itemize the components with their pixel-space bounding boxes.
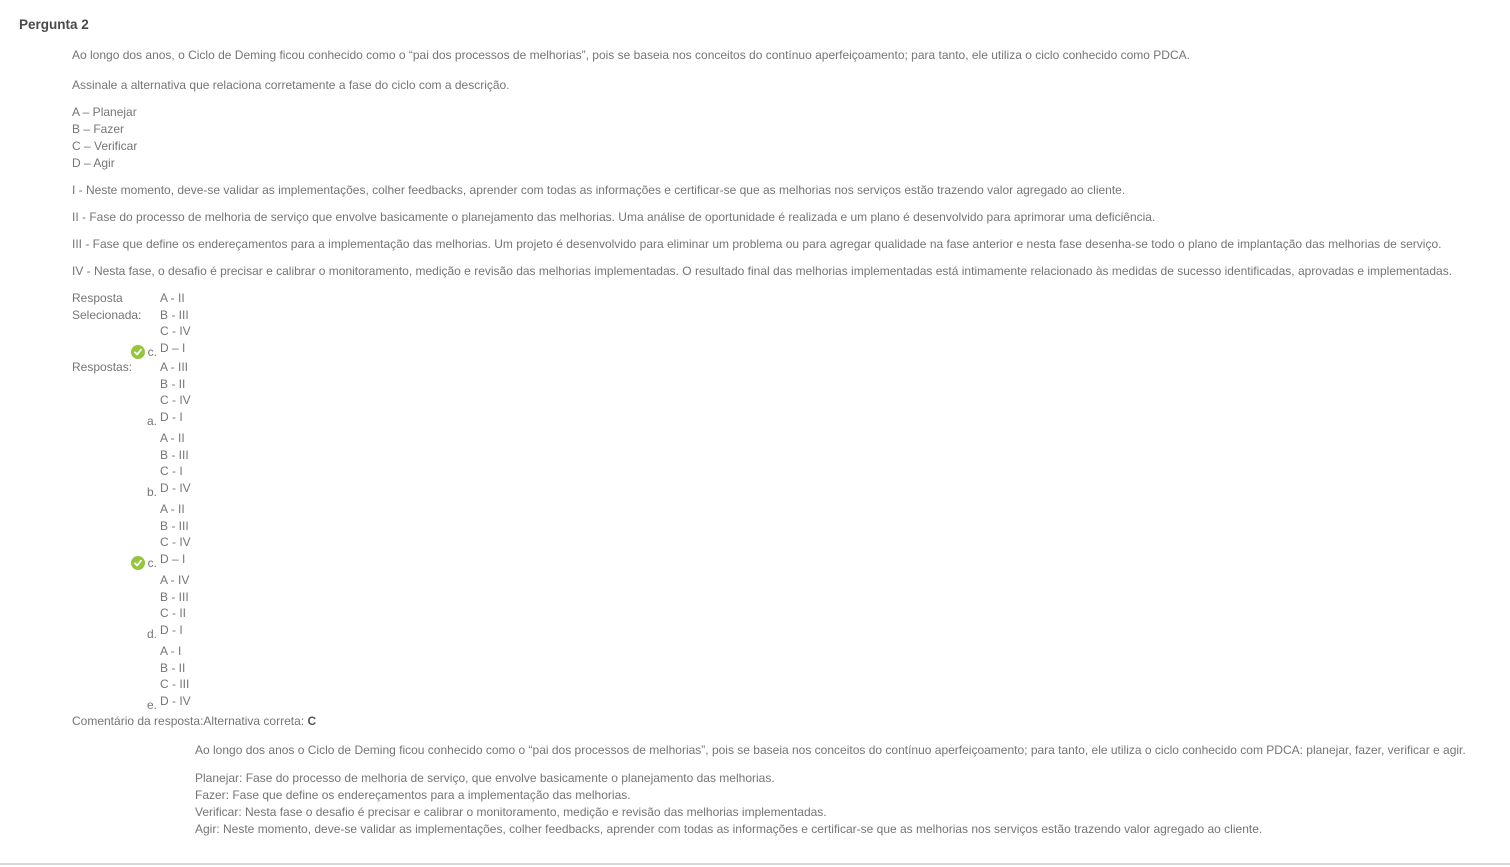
feedback-lines: [195, 770, 1480, 838]
option-lines: [160, 572, 1480, 638]
option-line: A - II: [160, 291, 185, 305]
option-line: C - IV: [160, 535, 191, 549]
check-circle-icon: [131, 345, 145, 359]
option-letter: d.: [146, 627, 157, 641]
option-lines: [160, 359, 1480, 425]
feedback-line: [72, 713, 1480, 729]
feedback-line-item: Planejar: Fase do processo de melhoria de serviço, que envolve basicamente o planejamento das melhorias.: [195, 771, 775, 785]
phase-item: B – Fazer: [72, 122, 125, 136]
phase-list: [72, 104, 1480, 172]
option-line: C - IV: [160, 393, 191, 407]
option-line: D - IV: [160, 693, 191, 708]
feedback-line-item: Fazer: Fase que define os endereçamentos para a implementação das melhorias.: [195, 788, 631, 802]
question-paragraph: Ao longo dos anos, o Ciclo de Deming ficou conhecido como o “pai dos processos de melhorias”, pois se baseia nos conceitos do contínuo aperfeiçoamento; para tanto, ele utiliza o ciclo conhecido como PDCA.: [72, 48, 1190, 62]
description-item: IV - Nesta fase, o desafio é precisar e calibrar o monitoramento, medição e revisão das melhorias implementadas. O resultado final das melhorias implementadas está intimamente relacionado às medidas de sucesso identificadas, aprovadas e implementadas.: [72, 264, 1453, 278]
option-letter-cell: [147, 414, 157, 428]
option-letter: c.: [147, 345, 157, 359]
description-item: III - Fase que define os endereçamentos para a implementação das melhorias. Um projeto é desenvolvido para eliminar um problema ou para agregar qualidade na fase anterior e nesta fase desenha-se todo o plano de implantação das melhorias de serviço.: [72, 237, 1442, 251]
option-letter: c.: [147, 556, 157, 570]
selected-answer-label: Resposta Selecionada:: [72, 291, 142, 322]
option-lines: [160, 501, 1480, 567]
answer-option: [146, 572, 1480, 641]
option-letter: b.: [146, 485, 157, 499]
option-letter-cell: [147, 485, 157, 499]
option-lines: [160, 290, 1480, 356]
selected-answer-value: [147, 290, 1480, 359]
description-item: II - Fase do processo de melhoria de serviço que envolve basicamente o planejamento das melhorias. Uma análise de oportunidade é realizada e um plano é desenvolvido para aprimorar uma deficiência.: [72, 210, 1156, 224]
answers-label: Respostas:: [72, 360, 133, 374]
answer-option: [146, 430, 1480, 499]
option-letter: a.: [146, 414, 157, 428]
option-line: C - IV: [160, 324, 191, 338]
option-lines: [160, 643, 1480, 709]
option-line: B - III: [160, 518, 189, 533]
answer-option: [147, 501, 1480, 570]
phase-item: A – Planejar: [72, 105, 137, 119]
option-line: A - II: [160, 431, 185, 445]
answers-row: [72, 359, 1480, 712]
option-line: C - III: [160, 677, 190, 691]
answer-option: [147, 290, 1480, 359]
phase-item: D – Agir: [72, 156, 115, 170]
option-letter-cell: [131, 345, 157, 359]
feedback-paragraph: Ao longo dos anos o Ciclo de Deming ficou conhecido como o “pai dos processos de melhorias”, pois se baseia nos conceitos do contínuo aperfeiçoamento; para tanto, ele utiliza o ciclo conhecido com PDCA: planejar, fazer, verificar e agir.: [195, 743, 1466, 757]
feedback-correct-letter: C: [307, 714, 317, 728]
option-line: A - III: [160, 360, 189, 374]
answer-options-list: [146, 359, 1480, 712]
question-title: Pergunta 2: [19, 17, 89, 32]
option-line: A - I: [160, 644, 182, 658]
option-line: C - II: [160, 606, 186, 620]
option-letter-cell: [131, 556, 157, 570]
option-line: A - IV: [160, 573, 190, 587]
question-paragraph: Assinale a alternativa que relaciona corretamente a fase do ciclo com a descrição.: [72, 78, 510, 92]
option-line: D - I: [160, 622, 183, 637]
bottom-divider: [0, 863, 1510, 865]
feedback-line-item: Verificar: Nesta fase o desafio é precisar e calibrar o monitoramento, medição e revisão das melhorias implementadas.: [195, 805, 827, 819]
answer-option: [146, 643, 1480, 712]
option-line: D - I: [160, 409, 183, 424]
feedback-prefix: Alternativa correta:: [203, 714, 308, 728]
description-list: [72, 182, 1480, 279]
option-line: D - IV: [160, 480, 191, 495]
selected-answer-row: [72, 290, 1480, 359]
answer-section: [72, 290, 1480, 712]
feedback-label: Comentário da resposta:: [72, 714, 204, 728]
answer-option: [146, 359, 1480, 428]
feedback-body: [195, 742, 1480, 838]
check-circle-icon: [131, 556, 145, 570]
question-content: [72, 47, 1480, 838]
option-letter-cell: [147, 698, 157, 712]
phase-item: C – Verificar: [72, 139, 138, 153]
description-item: I - Neste momento, deve-se validar as implementações, colher feedbacks, aprender com todas as informações e certificar-se que as melhorias nos serviços estão trazendo valor agregado ao cliente.: [72, 183, 1126, 197]
option-letter-cell: [147, 627, 157, 641]
option-line: D – I: [160, 340, 186, 355]
option-line: B - II: [160, 660, 186, 675]
option-line: C - I: [160, 464, 183, 478]
option-line: D – I: [160, 551, 186, 566]
feedback-line-item: Agir: Neste momento, deve-se validar as implementações, colher feedbacks, aprender com todas as informações e certificar-se que as melhorias nos serviços estão trazendo valor agregado ao cliente.: [195, 822, 1263, 836]
option-line: A - II: [160, 502, 185, 516]
option-lines: [160, 430, 1480, 496]
option-line: B - III: [160, 447, 189, 462]
option-line: B - III: [160, 307, 189, 322]
option-letter: e.: [146, 698, 157, 712]
option-line: B - III: [160, 589, 189, 604]
option-line: B - II: [160, 376, 186, 391]
